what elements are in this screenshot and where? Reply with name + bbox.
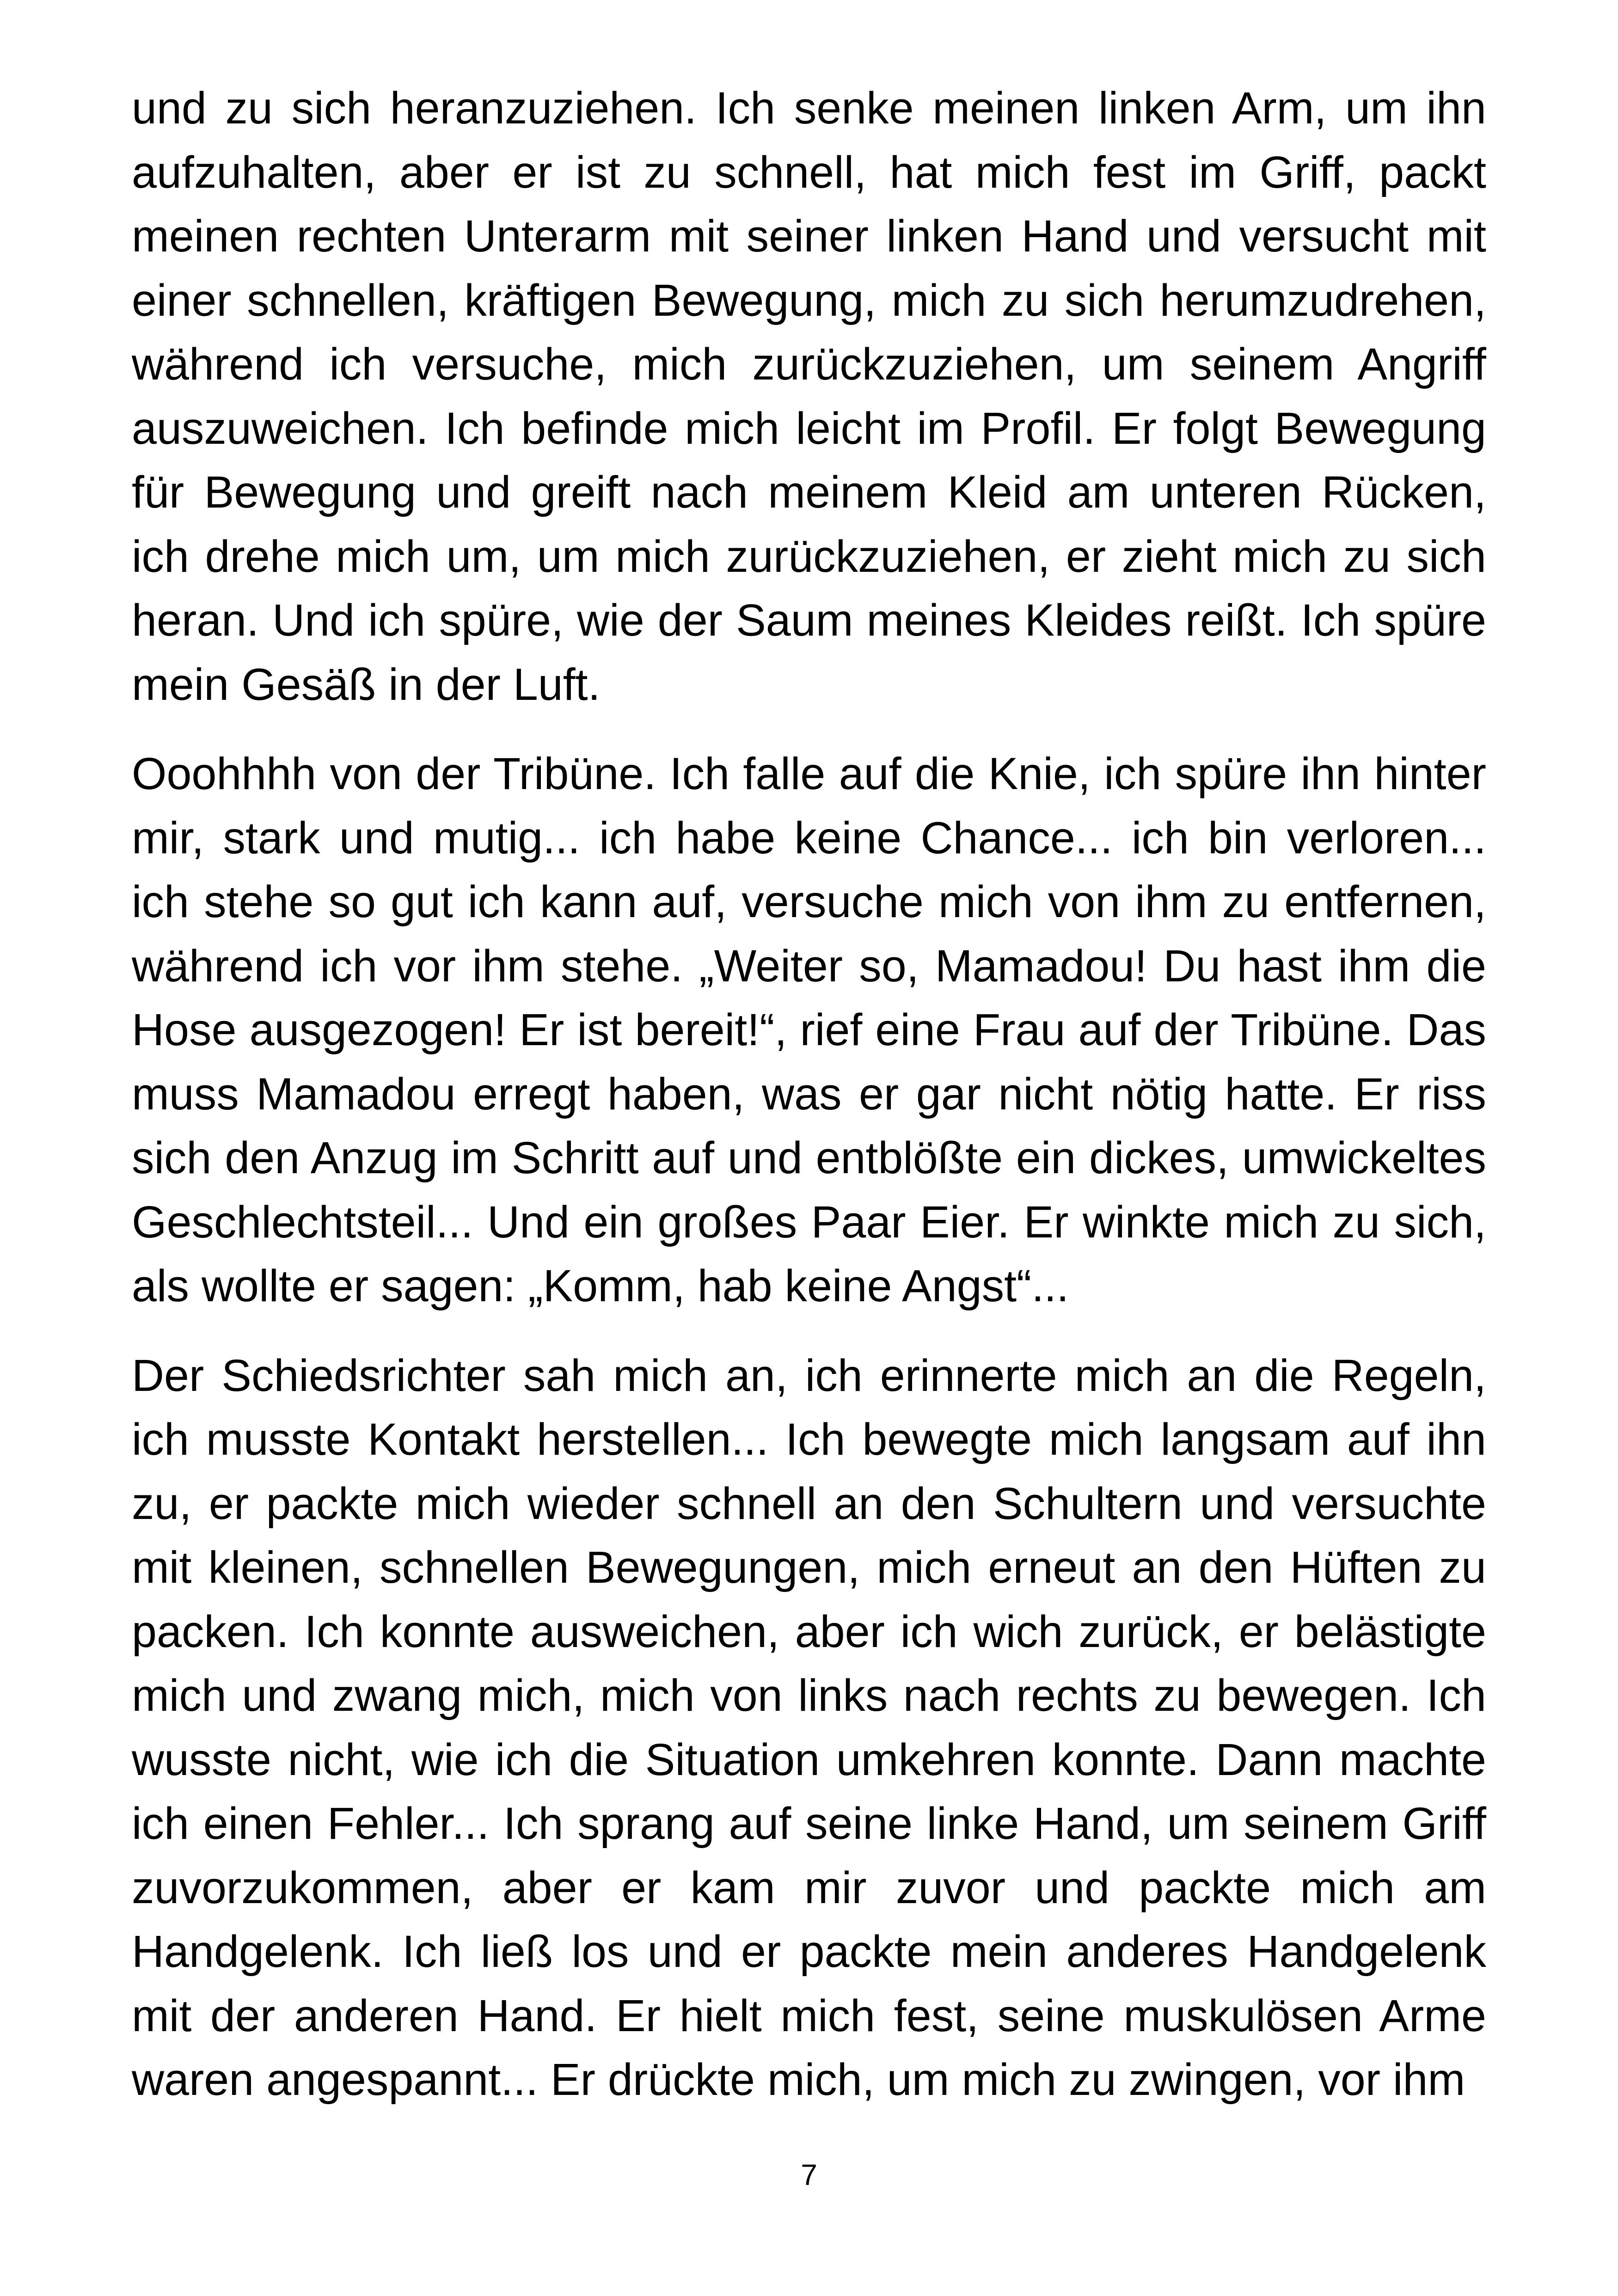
page-number: 7 <box>801 2158 817 2192</box>
paragraph: und zu sich heranzuziehen. Ich senke meinen linken Arm, um ihn aufzuhalten, aber er ist zu schnell, hat mich fest im Griff, packt meinen rechten Unterarm mit seiner linken Hand und versucht mit einer schnellen, kräftigen Bewegung, mich zu sich herumzudrehen, während ich versuche, mich zurückzuziehen, um seinem Angriff auszuweichen. Ich befinde mich leicht im Profil. Er folgt Bewegung für Bewegung und greift nach meinem Kleid am unteren Rücken, ich drehe mich um, um mich zurückzuziehen, er zieht mich zu sich heran. Und ich spüre, wie der Saum meines Kleides reißt. Ich spüre mein Gesäß in der Luft. <box>132 83 1486 710</box>
paragraph: Der Schiedsrichter sah mich an, ich erinnerte mich an die Regeln, ich musste Kontakt herstellen... Ich bewegte mich langsam auf ihn zu, er packte mich wieder schnell an den Schultern und versuchte mit kleinen, schnellen Bewegungen, mich erneut an den Hüften zu packen. Ich konnte ausweichen, aber ich wich zurück, er belästigte mich und zwang mich, mich von links nach rechts zu bewegen. Ich wusste nicht, wie ich die Situation umkehren konnte. Dann machte ich einen Fehler... Ich sprang auf seine linke Hand, um seinem Griff zuvorzukommen, aber er kam mir zuvor und packte mich am Handgelenk. Ich ließ los und er packte mein anderes Handgelenk mit der anderen Hand. Er hielt mich fest, seine muskulösen Arme waren angespannt... Er drückte mich, um mich zu zwingen, vor ihm <box>132 1350 1486 2105</box>
paragraph: Ooohhhh von der Tribüne. Ich falle auf die Knie, ich spüre ihn hinter mir, stark und mutig... ich habe keine Chance... ich bin verloren... ich stehe so gut ich kann auf, versuche mich von ihm zu entfernen, während ich vor ihm stehe. „Weiter so, Mamadou! Du hast ihm die Hose ausgezogen! Er ist bereit!“, rief eine Frau auf der Tribüne. Das muss Mamadou erregt haben, was er gar nicht nötig hatte. Er riss sich den Anzug im Schritt auf und entblößte ein dickes, umwickeltes Geschlechtsteil... Und ein großes Paar Eier. Er winkte mich zu sich, als wollte er sagen: „Komm, hab keine Angst“... <box>132 748 1486 1311</box>
body-text <box>132 76 1486 2112</box>
